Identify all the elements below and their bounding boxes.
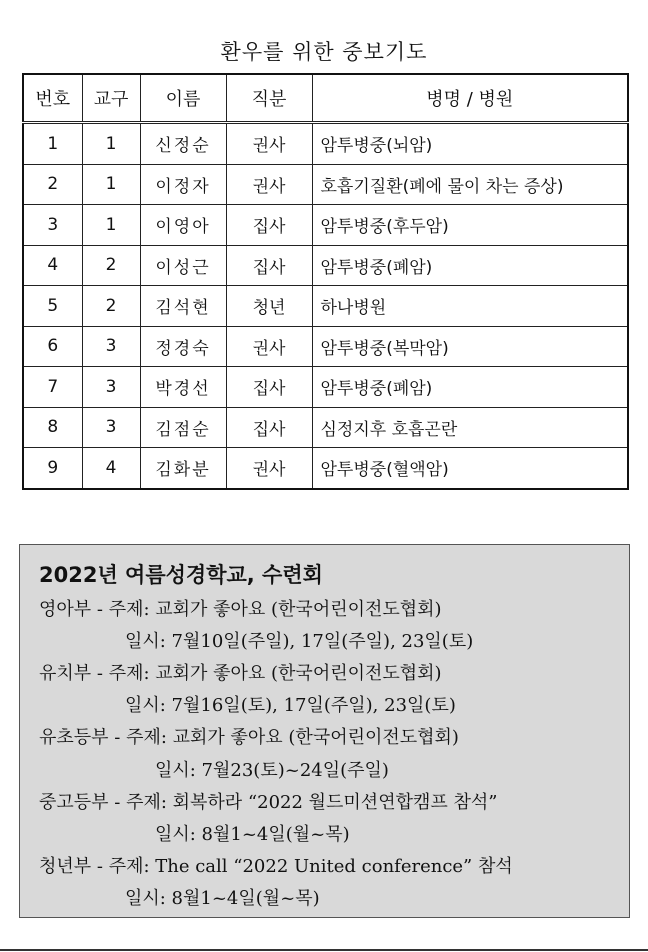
cell-number: 8 <box>23 407 82 448</box>
cell-district: 2 <box>82 286 140 327</box>
cell-district: 1 <box>82 164 140 205</box>
table-row <box>23 205 628 246</box>
table-header-row <box>23 74 628 123</box>
notice-line-youth-theme: 중고등부 - 주제: 회복하라 “2022 월드미션연합캠프 참석” <box>39 792 498 813</box>
cell-illness: 암투병중(폐암) <box>312 367 628 408</box>
cell-name: 김점순 <box>140 407 226 448</box>
cell-district: 1 <box>82 205 140 246</box>
header-name: 이름 <box>140 74 226 123</box>
notice-line-elementary-theme: 유초등부 - 주제: 교회가 좋아요 (한국어린이전도협회) <box>39 727 459 748</box>
cell-number: 1 <box>23 123 82 165</box>
notice-line-young-adult-theme: 청년부 - 주제: The call “2022 United conference” 참석 <box>39 856 513 877</box>
cell-name: 김석현 <box>140 286 226 327</box>
notice-line-infant-date: 일시: 7월10일(주일), 17일(주일), 23일(토) <box>125 631 474 652</box>
notice-line-young-adult-date: 일시: 8월1~4일(월~목) <box>125 888 320 909</box>
cell-district: 3 <box>82 326 140 367</box>
header-title: 직분 <box>226 74 312 123</box>
cell-district: 1 <box>82 123 140 165</box>
notice-line-infant-theme: 영아부 - 주제: 교회가 좋아요 (한국어린이전도협회) <box>39 599 442 620</box>
cell-name: 정경숙 <box>140 326 226 367</box>
cell-title: 권사 <box>226 326 312 367</box>
cell-illness: 암투병중(후두암) <box>312 205 628 246</box>
cell-number: 6 <box>23 326 82 367</box>
cell-district: 3 <box>82 367 140 408</box>
page-bottom-rule <box>0 949 648 951</box>
cell-illness: 암투병중(폐암) <box>312 245 628 286</box>
cell-title: 권사 <box>226 164 312 205</box>
cell-title: 집사 <box>226 205 312 246</box>
notice-line-youth-date: 일시: 8월1~4일(월~목) <box>155 824 350 845</box>
cell-district: 2 <box>82 245 140 286</box>
cell-name: 박경선 <box>140 367 226 408</box>
cell-number: 9 <box>23 448 82 489</box>
cell-illness: 심정지후 호흡곤란 <box>312 407 628 448</box>
cell-illness: 하나병원 <box>312 286 628 327</box>
cell-title: 집사 <box>226 367 312 408</box>
cell-number: 2 <box>23 164 82 205</box>
table-row <box>23 407 628 448</box>
cell-district: 3 <box>82 407 140 448</box>
notice-line-kinder-theme: 유치부 - 주제: 교회가 좋아요 (한국어린이전도협회) <box>39 663 442 684</box>
header-district: 교구 <box>82 74 140 123</box>
header-number: 번호 <box>23 74 82 123</box>
cell-title: 집사 <box>226 245 312 286</box>
cell-number: 3 <box>23 205 82 246</box>
table-row <box>23 286 628 327</box>
cell-name: 신정순 <box>140 123 226 165</box>
table-row <box>23 367 628 408</box>
cell-district: 4 <box>82 448 140 489</box>
cell-number: 5 <box>23 286 82 327</box>
cell-name: 이정자 <box>140 164 226 205</box>
prayer-list-title: 환우를 위한 중보기도 <box>220 40 428 64</box>
table-row <box>23 448 628 489</box>
cell-title: 청년 <box>226 286 312 327</box>
cell-illness: 암투병중(복막암) <box>312 326 628 367</box>
cell-illness: 암투병중(혈액암) <box>312 448 628 489</box>
table-row <box>23 123 628 165</box>
notice-line-kinder-date: 일시: 7월16일(토), 17일(주일), 23일(토) <box>125 695 456 716</box>
summer-bible-school-notice <box>19 544 630 918</box>
header-illness: 병명 / 병원 <box>312 74 628 123</box>
cell-title: 집사 <box>226 407 312 448</box>
prayer-table <box>22 73 629 490</box>
cell-title: 권사 <box>226 448 312 489</box>
table-row <box>23 164 628 205</box>
cell-name: 이영아 <box>140 205 226 246</box>
notice-heading: 2022년 여름성경학교, 수련회 <box>39 563 323 587</box>
cell-illness: 암투병중(뇌암) <box>312 123 628 165</box>
table-row <box>23 245 628 286</box>
cell-title: 권사 <box>226 123 312 165</box>
cell-name: 김화분 <box>140 448 226 489</box>
cell-illness: 호흡기질환(폐에 물이 차는 증상) <box>312 164 628 205</box>
notice-line-elementary-date: 일시: 7월23(토)~24일(주일) <box>155 760 389 781</box>
table-row <box>23 326 628 367</box>
cell-name: 이성근 <box>140 245 226 286</box>
cell-number: 4 <box>23 245 82 286</box>
cell-number: 7 <box>23 367 82 408</box>
